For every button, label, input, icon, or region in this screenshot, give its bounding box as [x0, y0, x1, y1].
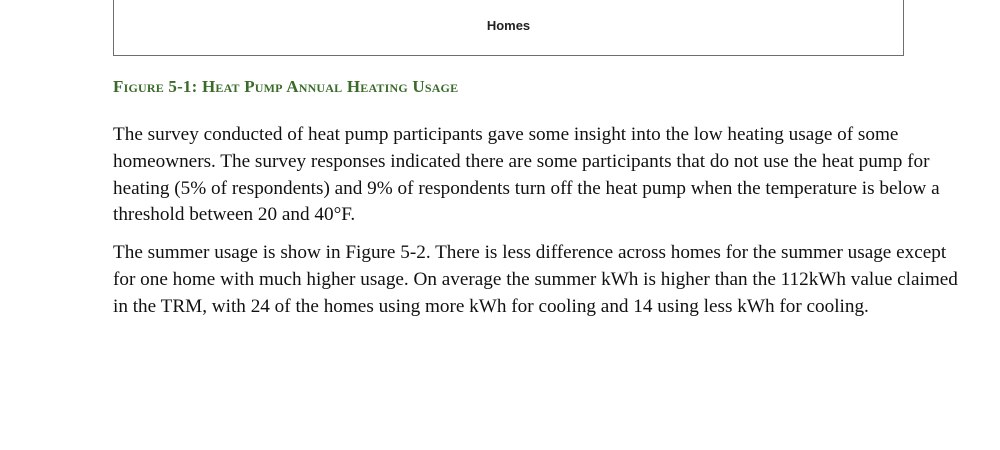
x-axis-tick-labels	[201, 0, 891, 8]
paragraph-2: The summer usage is show in Figure 5-2. There is less difference across homes for the summer usage except for one home with much higher usage. On average the summer kWh is higher than the 112kWh value claimed in the TRM, with 24 of the homes using more kWh for cooling and 14 using less kWh for cooling.	[113, 242, 958, 317]
paragraph-1: The survey conducted of heat pump participants gave some insight into the low heating usage of some homeowners. The survey responses indicated there are some participants that do not use the heat pump for heating (5% of respondents) and 9% of respondents turn off the heat pump when the temperature is below a threshold between 20 and 40°F.	[113, 124, 940, 226]
x-axis-title: Homes	[486, 18, 531, 33]
chart-frame	[113, 0, 904, 56]
figure-caption: Figure 5-1: Heat Pump Annual Heating Usage	[113, 77, 459, 96]
